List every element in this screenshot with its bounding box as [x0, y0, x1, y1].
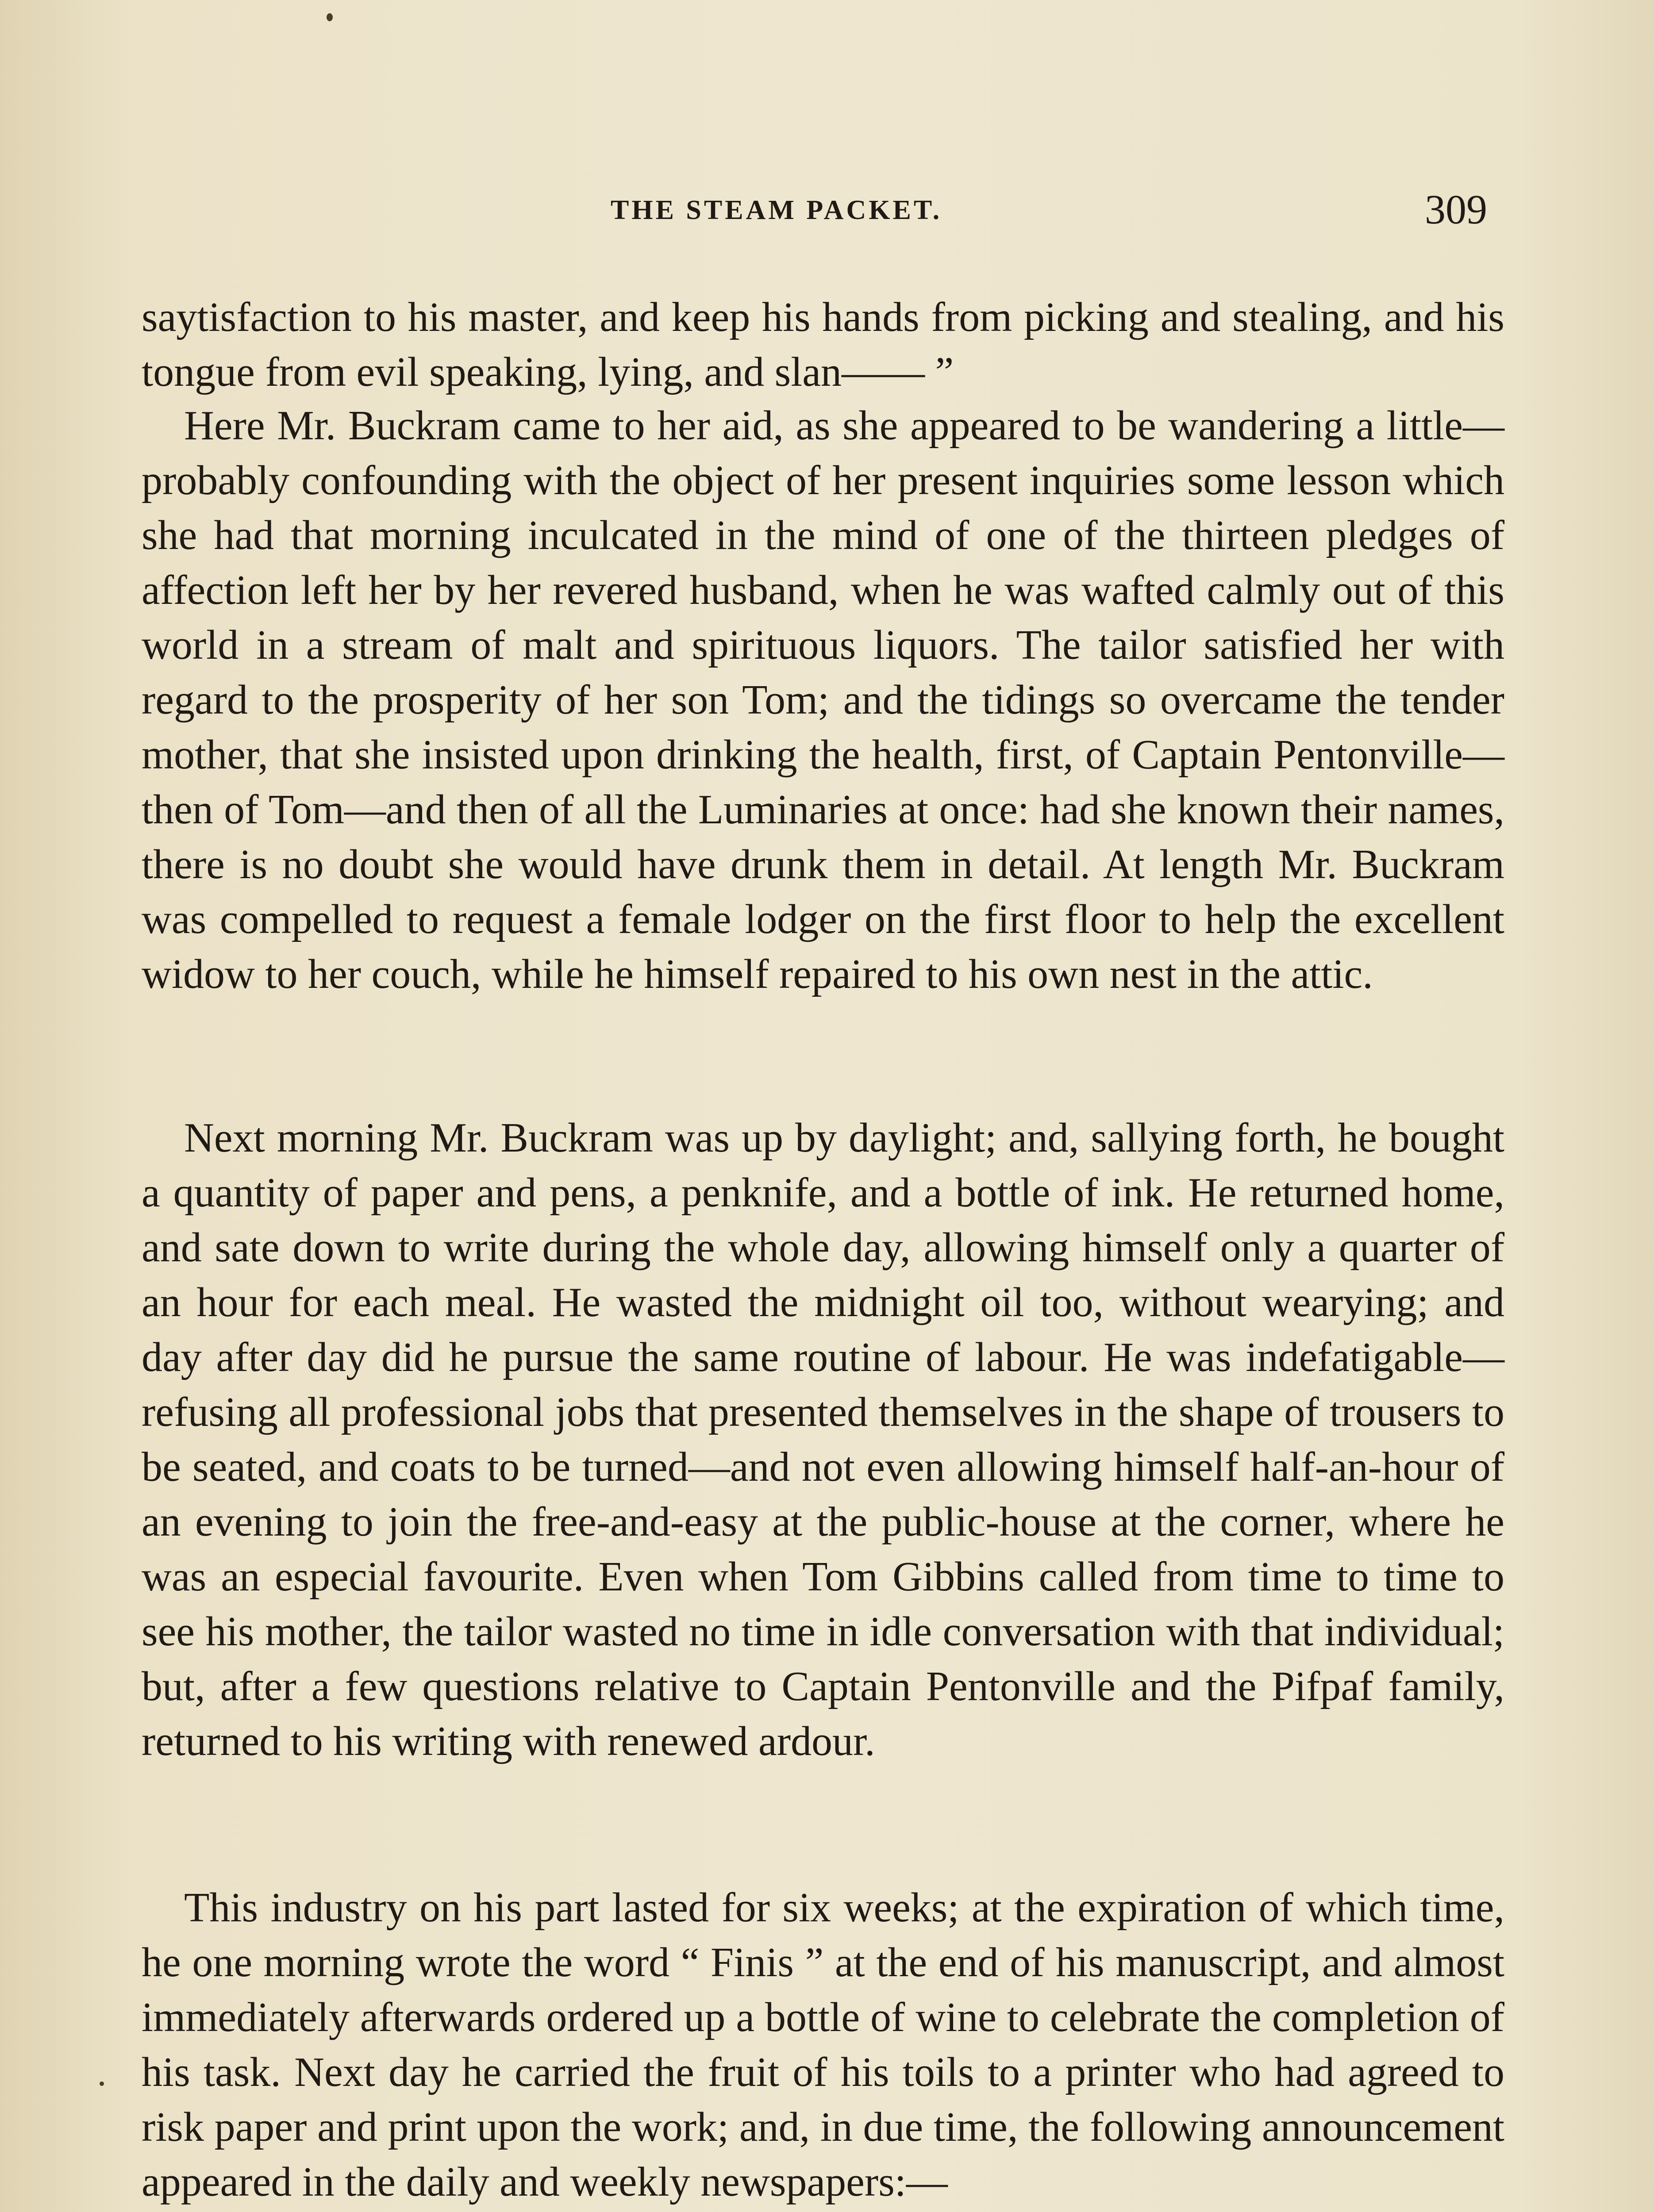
ink-speck [100, 2081, 104, 2086]
paragraph-3: Next morning Mr. Buckram was up by daylight; and, sallying forth, he bought a quantity of paper and pens, a penknife, and a bottle of ink. He returned home, and sate down to write during the whole day, allowing himself only a quarter of an hour for each meal. He wasted the midnight oil too, without wearying; and day after day did he pursue the same routine of labour. He was indefatigable—refusing all professional jobs that presented themselves in the shape of trousers to be seated, and coats to be turned—and not even allowing himself half-an-hour of an evening to join the free-and-easy at the public-house at the corner, where he was an especial favourite. Even when Tom Gibbins called from time to time to see his mother, the tailor wasted no time in idle conversation with that individual; but, after a few questions relative to Captain Pentonville and the Pifpaf family, returned to his writing with renewed ardour. [142, 1115, 1504, 1764]
running-title: THE STEAM PACKET. [611, 195, 942, 225]
page-number: 309 [1425, 187, 1487, 233]
paragraph-1: saytisfaction to his master, and keep his hands from picking and stealing, and his tongue from evil speaking, lying, and slan—— ” [142, 294, 1504, 395]
paragraph-4: This industry on his part lasted for six weeks; at the expiration of which time, he one morning wrote the word “ Finis ” at the end of his manuscript, and almost immediately afterwards ordered up a bottle of wine to celebrate the completion of his task. Next day he carried the fruit of his toils to a printer who had agreed to risk paper and print upon the work; and, in due time, the following announcement appeared in the daily and weekly newspapers:— [142, 1885, 1504, 2205]
paragraph-2: Here Mr. Buckram came to her aid, as she appeared to be wandering a little—probably confounding with the object of her present inquiries some lesson which she had that morning inculcated in the mind of one of the thirteen pledges of affection left her by her revered husband, when he was wafted calmly out of this world in a stream of malt and spirituous liquors. The tailor satisfied her with regard to the prosperity of her son Tom; and the tidings so overcame the tender mother, that she insisted upon drinking the health, first, of Captain Pentonville—then of Tom—and then of all the Luminaries at once: had she known their names, there is no doubt she would have drunk them in detail. At length Mr. Buckram was compelled to request a female lodger on the first floor to help the excellent widow to her couch, while he himself repaired to his own nest in the attic. [142, 403, 1504, 997]
ink-speck [327, 13, 333, 21]
